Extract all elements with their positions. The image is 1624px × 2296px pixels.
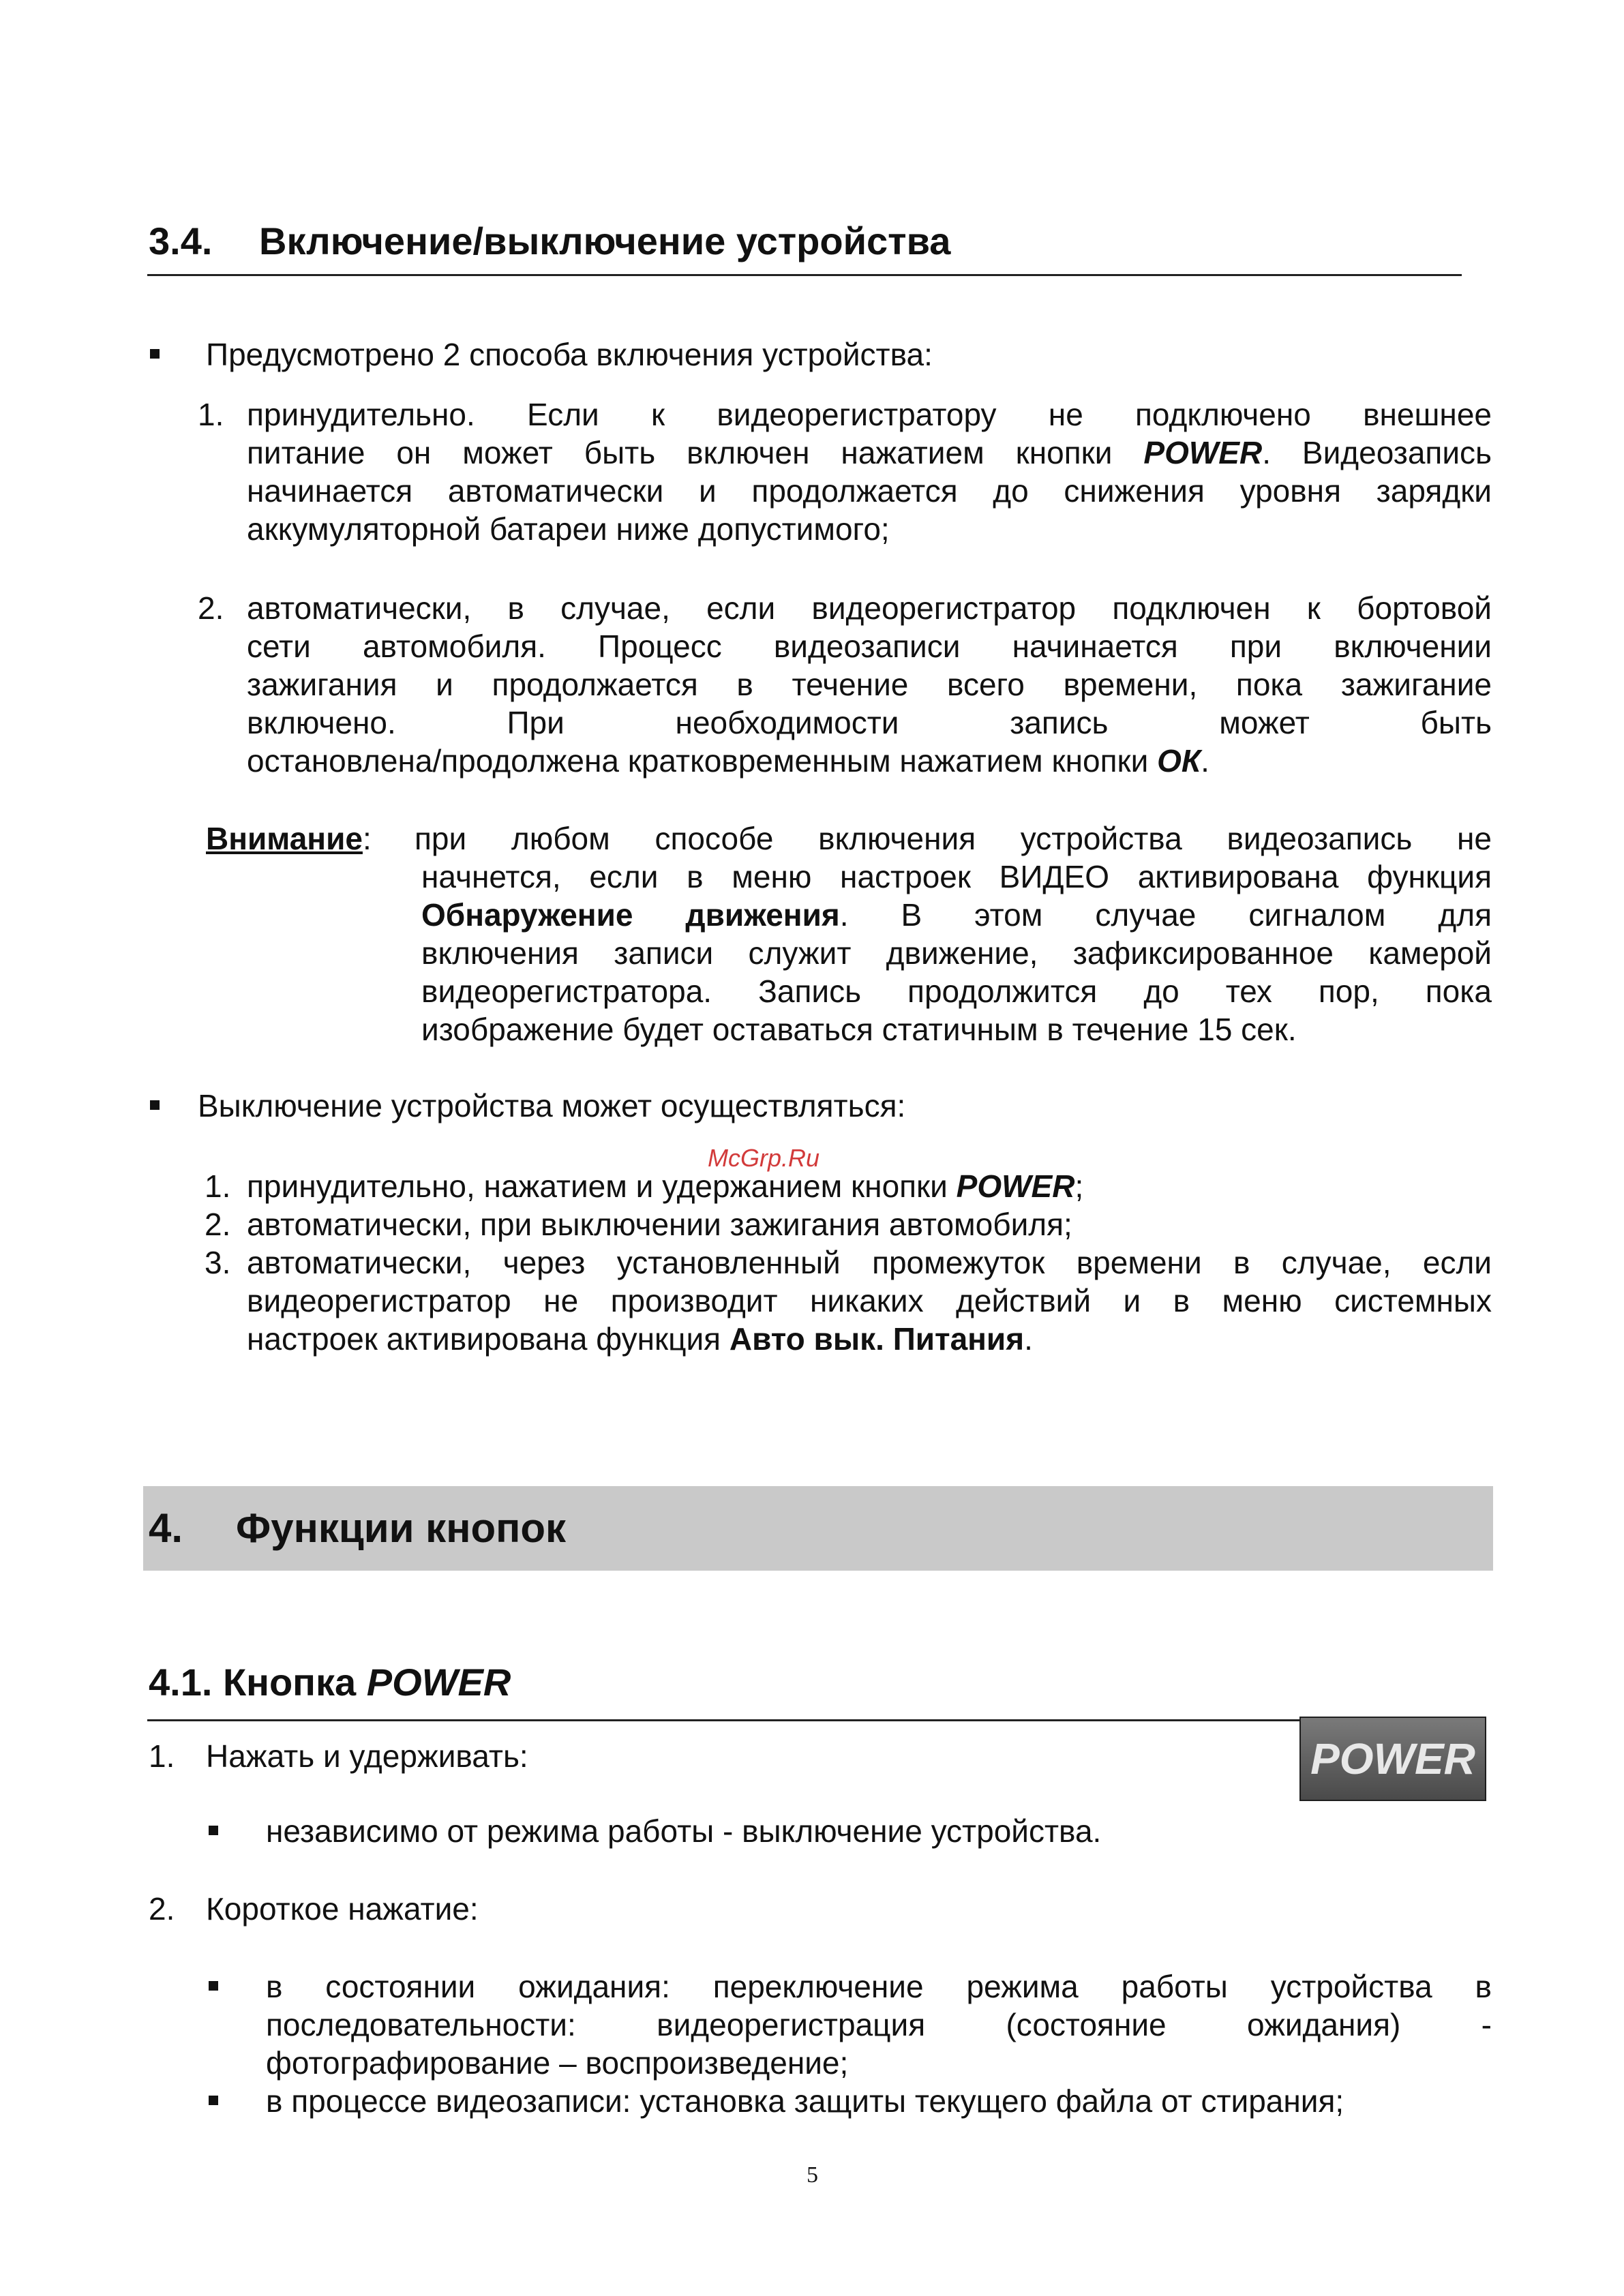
item-1-number: 1. — [198, 397, 224, 432]
attention-line-5: видеорегистратора. Запись продолжится до тех пор, пока — [421, 973, 1492, 1009]
section-4-number: 4. — [149, 1505, 183, 1551]
power-button-label: POWER — [1310, 1734, 1475, 1783]
bullet-marker — [209, 1981, 218, 1991]
item-2-line-4: включено. При необходимости запись может быть — [247, 705, 1492, 740]
off-3-line-2: видеорегистратор не производит никаких действий и в меню системных — [247, 1283, 1492, 1318]
motion-detection-term: Обнаружение движения — [421, 897, 840, 933]
power-key-text: POWER — [1143, 435, 1263, 470]
section-3-4-rule — [147, 274, 1462, 276]
section-4-title: Функции кнопок — [236, 1505, 567, 1551]
item-2-line-5: остановлена/продолжена кратковременным нажатием кнопки ОК. — [247, 743, 1209, 779]
item-1-line-3: начинается автоматически и продолжается до снижения уровня зарядки — [247, 473, 1492, 509]
off-1-text: принудительно, нажатием и удержанием кнопки POWER; — [247, 1168, 1084, 1204]
off-1-number: 1. — [205, 1168, 231, 1204]
power-key-text: POWER — [366, 1661, 511, 1704]
power-button-image — [1299, 1717, 1486, 1801]
press-hold-bullet: независимо от режима работы - выключение устройства. — [266, 1813, 1102, 1849]
item-2-line-3: зажигания и продолжается в течение всего времени, пока зажигание — [247, 667, 1492, 702]
attention-line-1: при любом способе включения устройства видеозапись не — [415, 821, 1492, 856]
short-press-bullet-1-line-2: последовательности: видеорегистрация (состояние ожидания) - — [266, 2007, 1492, 2042]
short-press-bullet-1-line-3: фотографирование – воспроизведение; — [266, 2045, 849, 2081]
bullet-marker — [150, 349, 160, 359]
attention-line-6: изображение будет оставаться статичным в течение 15 сек. — [421, 1012, 1297, 1047]
off-3-number: 3. — [205, 1245, 231, 1280]
section-3-4-title: Включение/выключение устройства — [259, 220, 951, 262]
short-press-bullet-1-line-1: в состоянии ожидания: переключение режима работы устройства в — [266, 1969, 1492, 2004]
attention-line-2: начнется, если в меню настроек ВИДЕО активирована функция — [421, 859, 1492, 894]
attention-line-3: Обнаружение движения. В этом случае сигналом для — [421, 897, 1492, 933]
item-2-number: 2. — [198, 590, 224, 626]
off-2-number: 2. — [205, 1207, 231, 1242]
auto-power-off-term: Авто вык. Питания — [729, 1321, 1025, 1357]
attention-line-4: включения записи служит движение, зафиксированное камерой — [421, 935, 1492, 971]
off-3-line-3: настроек активирована функция Авто вык. Питания. — [247, 1321, 1033, 1357]
power-key-text: POWER — [956, 1168, 1075, 1204]
short-press-bullet-2: в процессе видеозаписи: установка защиты текущего файла от стирания; — [266, 2083, 1344, 2119]
bullet-marker — [209, 2096, 218, 2105]
attention-label: Внимание: — [206, 821, 372, 856]
short-press-text: Короткое нажатие: — [206, 1891, 479, 1927]
section-4-1-title: 4.1. Кнопка POWER — [149, 1661, 511, 1704]
item-1-line-2: питание он может быть включен нажатием кнопки POWER. Видеозапись — [247, 435, 1492, 470]
intro-text: Предусмотрено 2 способа включения устройства: — [206, 337, 933, 372]
off-3-line-1: автоматически, через установленный промежуток времени в случае, если — [247, 1245, 1492, 1280]
item-1-line-1: принудительно. Если к видеорегистратору не подключено внешнее — [247, 397, 1492, 432]
short-press-number: 2. — [149, 1891, 175, 1927]
page-number: 5 — [807, 2162, 818, 2188]
watermark: McGrp.Ru — [708, 1144, 820, 1172]
press-hold-text: Нажать и удерживать: — [206, 1738, 528, 1774]
press-hold-number: 1. — [149, 1738, 175, 1774]
off-2-text: автоматически, при выключении зажигания автомобиля; — [247, 1207, 1072, 1242]
item-2-line-2: сети автомобиля. Процесс видеозаписи начинается при включении — [247, 629, 1492, 664]
section-4-1-rule — [147, 1719, 1299, 1721]
bullet-marker — [150, 1100, 160, 1110]
bullet-marker — [209, 1826, 218, 1835]
ok-key-text: ОК — [1157, 743, 1201, 779]
section-3-4-number: 3.4. — [149, 220, 213, 262]
off-intro-text: Выключение устройства может осуществляться: — [198, 1088, 906, 1123]
item-1-line-4: аккумуляторной батареи ниже допустимого; — [247, 511, 890, 547]
item-2-line-1: автоматически, в случае, если видеорегистратор подключен к бортовой — [247, 590, 1492, 626]
